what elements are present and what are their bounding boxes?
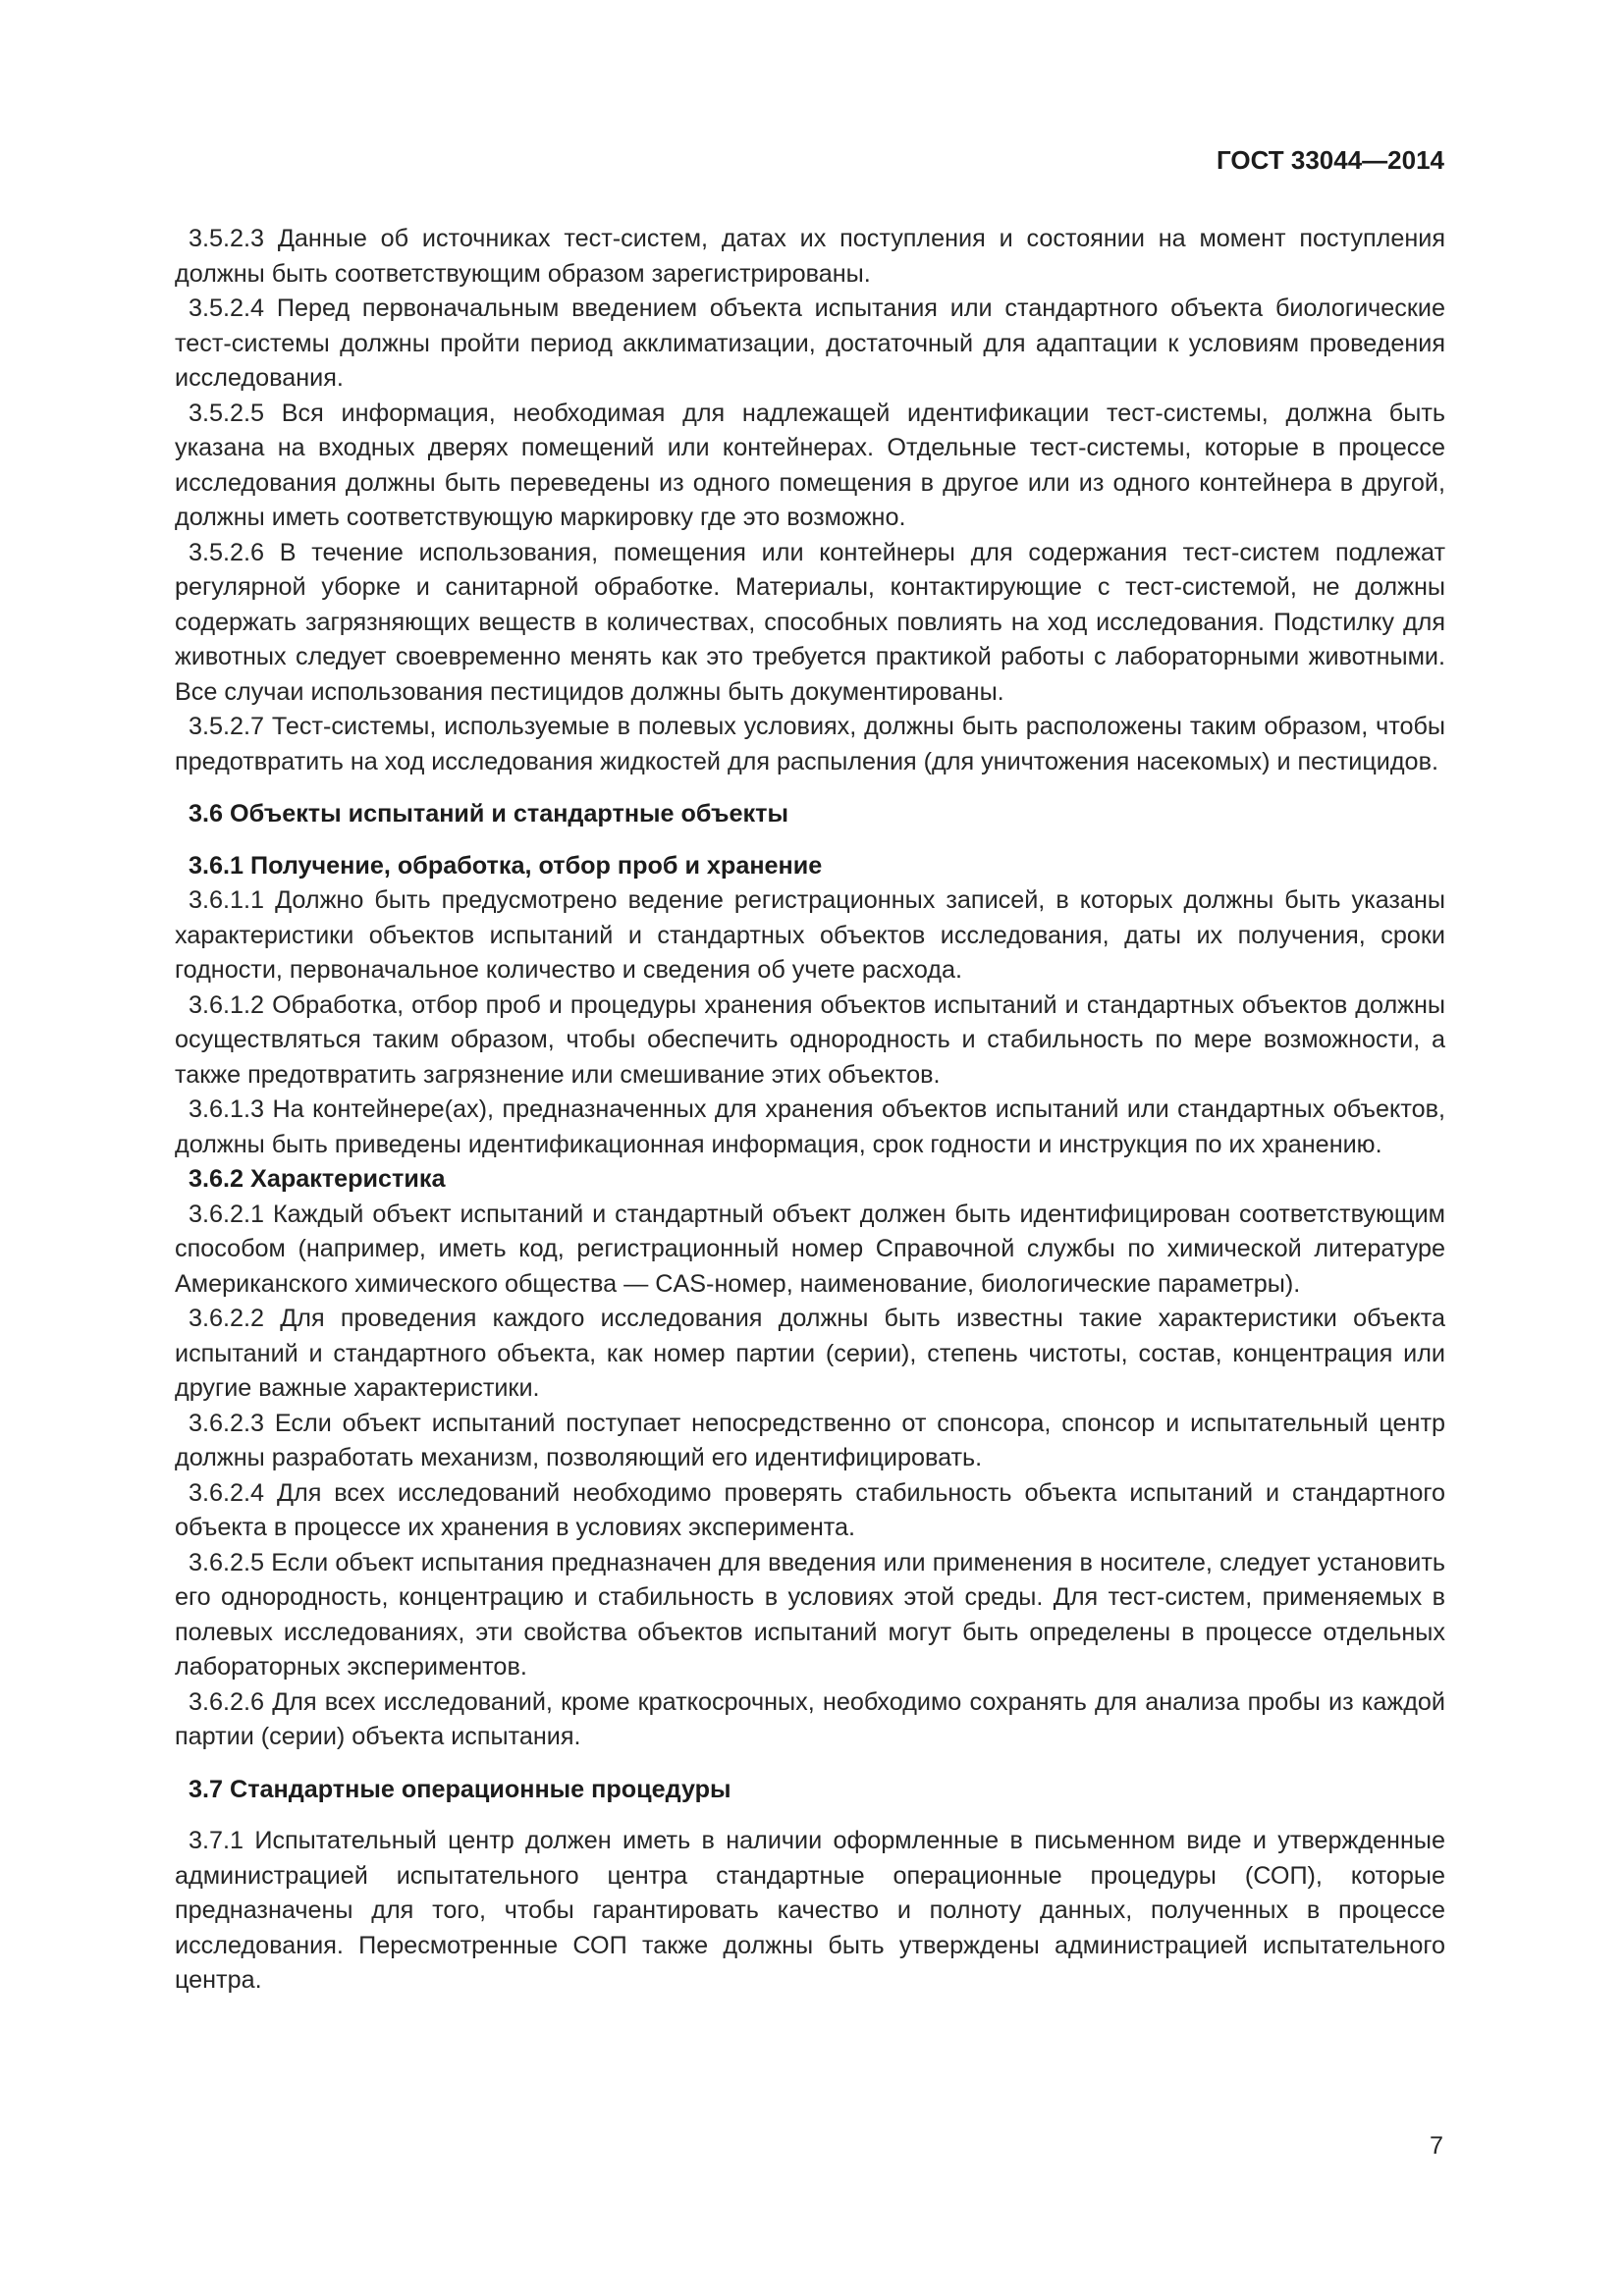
paragraph-3-6-1-1: 3.6.1.1 Должно быть предусмотрено ведение регистрационных записей, в которых должны быть указаны характеристики объектов испытаний и стандартных объектов исследования, даты их получения, сроки годности, первоначальное количество и сведения об учете расхода.	[175, 886, 1445, 984]
subsection-heading-3-6-1: 3.6.1 Получение, обработка, отбор проб и хранение	[189, 851, 823, 880]
subsection-heading-3-6-2: 3.6.2 Характеристика	[189, 1165, 446, 1193]
paragraph-3-6-2-6: 3.6.2.6 Для всех исследований, кроме краткосрочных, необходимо сохранять для анализа пробы из каждой партии (серии) объекта испытания.	[175, 1687, 1445, 1750]
document-body	[175, 222, 1445, 1999]
paragraph-3-6-2-3: 3.6.2.3 Если объект испытаний поступает непосредственно от спонсора, спонсор и испытательный центр должны разработать механизм, позволяющий его идентифицировать.	[175, 1409, 1445, 1471]
paragraph-3-5-2-3: 3.5.2.3 Данные об источниках тест-систем, датах их поступления и состоянии на момент поступления должны быть соответствующим образом зарегистрированы.	[175, 225, 1445, 288]
paragraph-3-5-2-4: 3.5.2.4 Перед первоначальным введением объекта испытания или стандартного объекта биологические тест-системы должны пройти период акклиматизации, достаточный для адаптации к условиям проведения исследования.	[175, 294, 1445, 392]
paragraph-3-5-2-6: 3.5.2.6 В течение использования, помещения или контейнеры для содержания тест-систем подлежат регулярной уборке и санитарной обработке. Материалы, контактирующие с тест-системой, не должны содержать загрязняющих веществ в количествах, способных повлиять на ход исследования. Подстилку для животных следует своевременно менять как это требуется практикой работы с лабораторными животными. Все случаи использования пестицидов должны быть документированы.	[175, 538, 1445, 706]
paragraph-3-6-1-3: 3.6.1.3 На контейнере(ах), предназначенных для хранения объектов испытаний или стандартных объектов, должны быть приведены идентификационная информация, срок годности и инструкция по их хранению.	[175, 1095, 1445, 1158]
paragraph-3-5-2-5: 3.5.2.5 Вся информация, необходимая для надлежащей идентификации тест-системы, должна быть указана на входных дверях помещений или контейнерах. Отдельные тест-системы, которые в процессе исследования должны быть переведены из одного помещения в другое или из одного контейнера в другой, должны иметь соответствующую маркировку где это возможно.	[175, 399, 1445, 531]
paragraph-3-7-1: 3.7.1 Испытательный центр должен иметь в наличии оформленные в письменном виде и утвержденные администрацией испытательного центра стандартные операционные процедуры (СОП), которые предназначены для того, чтобы гарантировать качество и полноту данных, полученных в процессе исследования. Пересмотренные СОП также должны быть утверждены администрацией испытательного центра.	[175, 1827, 1445, 1994]
paragraph-3-6-2-4: 3.6.2.4 Для всех исследований необходимо проверять стабильность объекта испытаний и стандартного объекта в процессе их хранения в условиях эксперимента.	[175, 1478, 1445, 1541]
paragraph-3-6-2-2: 3.6.2.2 Для проведения каждого исследования должны быть известны такие характеристики объекта испытаний и стандартного объекта, как номер партии (серии), степень чистоты, состав, концентрация или другие важные характеристики.	[175, 1305, 1445, 1402]
paragraph-3-5-2-7: 3.5.2.7 Тест-системы, используемые в полевых условиях, должны быть расположены таким образом, чтобы предотвратить на ход исследования жидкостей для распыления (для уничтожения насекомых) и пестицидов.	[175, 713, 1445, 775]
standard-designation: ГОСТ 33044—2014	[1217, 145, 1444, 175]
page-number: 7	[1429, 2132, 1443, 2160]
section-heading-3-7: 3.7 Стандартные операционные процедуры	[189, 1775, 731, 1803]
paragraph-3-6-2-5: 3.6.2.5 Если объект испытания предназначен для введения или применения в носителе, следует установить его однородность, концентрацию и стабильность в условиях этой среды. Для тест-систем, применяемых в полевых исследованиях, эти свойства объектов испытаний могут быть определены в процессе отдельных лабораторных экспериментов.	[175, 1548, 1445, 1681]
paragraph-3-6-2-1: 3.6.2.1 Каждый объект испытаний и стандартный объект должен быть идентифицирован соответствующим способом (например, иметь код, регистрационный номер Справочной службы по химической литературе Американского химического общества — CAS-номер, наименование, биологические параметры).	[175, 1200, 1445, 1298]
paragraph-3-6-1-2: 3.6.1.2 Обработка, отбор проб и процедуры хранения объектов испытаний и стандартных объектов должны осуществляться таким образом, чтобы обеспечить однородность и стабильность по мере возможности, а также предотвратить загрязнение или смешивание этих объектов.	[175, 990, 1445, 1089]
section-heading-3-6: 3.6 Объекты испытаний и стандартные объекты	[189, 800, 788, 828]
